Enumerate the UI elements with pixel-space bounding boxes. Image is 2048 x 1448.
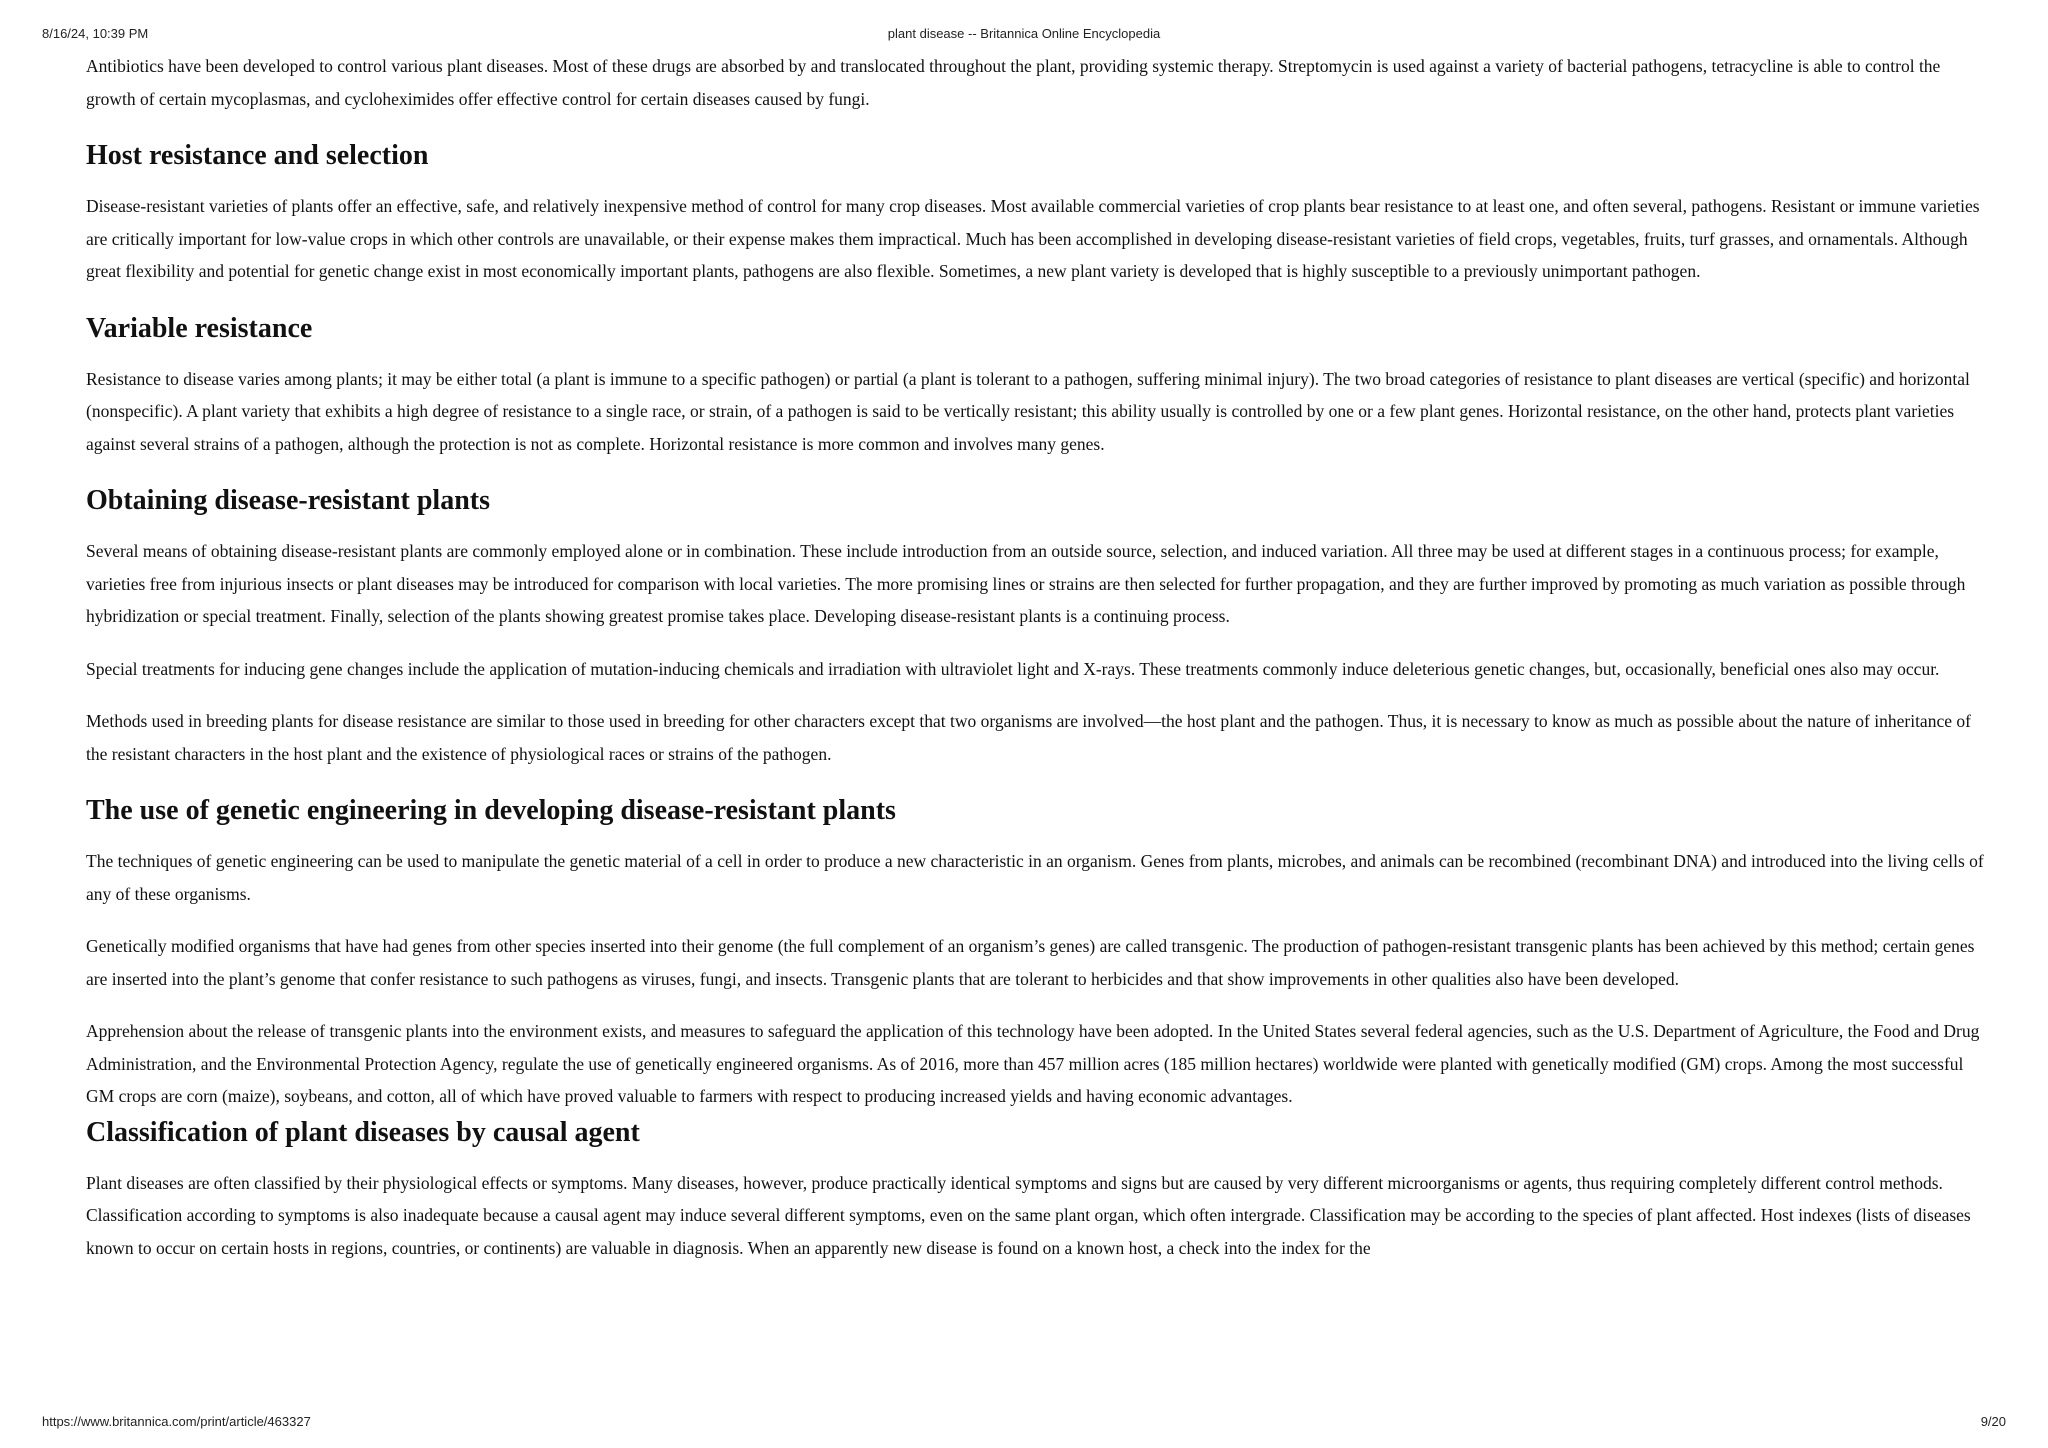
- paragraph-genetic-engineering-3: Apprehension about the release of transgenic plants into the environment exists, and measures to safeguard the application of this technology have been adopted. In the United States several federal agencies, such as the U.S. Department of Agriculture, the Food and Drug Administration, and the Environmental Protection Agency, regulate the use of genetically engineered organisms. As of 2016, more than 457 million acres (185 million hectares) worldwide were planted with genetically modified (GM) crops. Among the most successful GM crops are corn (maize), soybeans, and cotton, all of which have proved valuable to farmers with respect to producing increased yields and having economic advantages.: [86, 1021, 1980, 1106]
- heading-obtaining-resistant-plants: Obtaining disease-resistant plants: [86, 485, 490, 516]
- paragraph-obtaining-2: Special treatments for inducing gene changes include the application of mutation-inducing chemicals and irradiation with ultraviolet light and X-rays. These treatments commonly induce deleterious genetic changes, but, occasionally, beneficial ones also may occur.: [86, 658, 1940, 679]
- print-page-title: plant disease -- Britannica Online Encyclopedia: [887, 26, 1161, 41]
- heading-variable-resistance: Variable resistance: [86, 312, 313, 344]
- print-footer: [0, 1414, 2048, 1432]
- paragraph-obtaining-1: Several means of obtaining disease-resistant plants are commonly employed alone or in combination. These include introduction from an outside source, selection, and induced variation. All three may be used at different stages in a continuous process; for example, varieties free from injurious insects or plant diseases may be introduced for comparison with local varieties. The more promising lines or strains are then selected for further propagation, and they are further improved by promoting as much variation as possible through hybridization or special treatment. Finally, selection of the plants showing greatest promise takes place. Developing disease-resistant plants is a continuing process.: [86, 541, 1966, 626]
- paragraph-variable-resistance: Resistance to disease varies among plants; it may be either total (a plant is immune to a specific pathogen) or partial (a plant is tolerant to a pathogen, suffering minimal injury). The two broad categories of resistance to plant diseases are vertical (specific) and horizontal (nonspecific). A plant variety that exhibits a high degree of resistance to a single race, or strain, of a pathogen is said to be vertically resistant; this ability usually is controlled by one or a few plant genes. Horizontal resistance, on the other hand, protects plant varieties against several strains of a pathogen, although the protection is not as complete. Horizontal resistance is more common and involves many genes.: [86, 368, 1970, 454]
- paragraph-antibiotics: Antibiotics have been developed to control various plant diseases. Most of these drugs are absorbed by and translocated throughout the plant, providing systemic therapy. Streptomycin is used against a variety of bacterial pathogens, tetracycline is able to control the growth of certain mycoplasmas, and cycloheximides offer effective control for certain diseases caused by fungi.: [86, 56, 1941, 109]
- print-timestamp: 8/16/24, 10:39 PM: [42, 26, 149, 41]
- page-number: 9/20: [1980, 1414, 2006, 1429]
- paragraph-obtaining-3: Methods used in breeding plants for disease resistance are similar to those used in breeding for other characters except that two organisms are involved—the host plant and the pathogen. Thus, it is necessary to know as much as possible about the nature of inheritance of the resistant characters in the host plant and the existence of physiological races or strains of the pathogen.: [86, 711, 1971, 764]
- paragraph-classification: Plant diseases are often classified by their physiological effects or symptoms. Many diseases, however, produce practically identical symptoms and signs but are caused by very different microorganisms or agents, thus requiring completely different control methods. Classification according to symptoms is also inadequate because a causal agent may induce several different symptoms, even on the same plant organ, which often intergrade. Classification may be according to the species of plant affected. Host indexes (lists of diseases known to occur on certain hosts in regions, countries, or continents) are valuable in diagnosis. When an apparently new disease is found on a known host, a check into the index for the: [86, 1172, 1971, 1258]
- heading-classification: Classification of plant diseases by causal agent: [86, 1116, 640, 1148]
- article-body: [86, 50, 1988, 1264]
- print-header: [0, 26, 2048, 44]
- heading-host-resistance: Host resistance and selection: [86, 140, 429, 171]
- heading-genetic-engineering: The use of genetic engineering in developing disease-resistant plants: [86, 795, 896, 826]
- paragraph-genetic-engineering-2: Genetically modified organisms that have had genes from other species inserted into their genome (the full complement of an organism’s genes) are called transgenic. The production of pathogen-resistant transgenic plants has been achieved by this method; certain genes are inserted into the plant’s genome that confer resistance to such pathogens as viruses, fungi, and insects. Transgenic plants that are tolerant to herbicides and that show improvements in other qualities also have been developed.: [86, 936, 1975, 989]
- print-url: https://www.britannica.com/print/article/463327: [42, 1414, 311, 1429]
- paragraph-genetic-engineering-1: The techniques of genetic engineering can be used to manipulate the genetic material of a cell in order to produce a new characteristic in an organism. Genes from plants, microbes, and animals can be recombined (recombinant DNA) and introduced into the living cells of any of these organisms.: [86, 851, 1984, 904]
- paragraph-host-resistance: Disease-resistant varieties of plants offer an effective, safe, and relatively inexpensive method of control for many crop diseases. Most available commercial varieties of crop plants bear resistance to at least one, and often several, pathogens. Resistant or immune varieties are critically important for low-value crops in which other controls are unavailable, or their expense makes them impractical. Much has been accomplished in developing disease-resistant varieties of field crops, vegetables, fruits, turf grasses, and ornamentals. Although great flexibility and potential for genetic change exist in most economically important plants, pathogens are also flexible. Sometimes, a new plant variety is developed that is highly susceptible to a previously unimportant pathogen.: [86, 196, 1980, 281]
